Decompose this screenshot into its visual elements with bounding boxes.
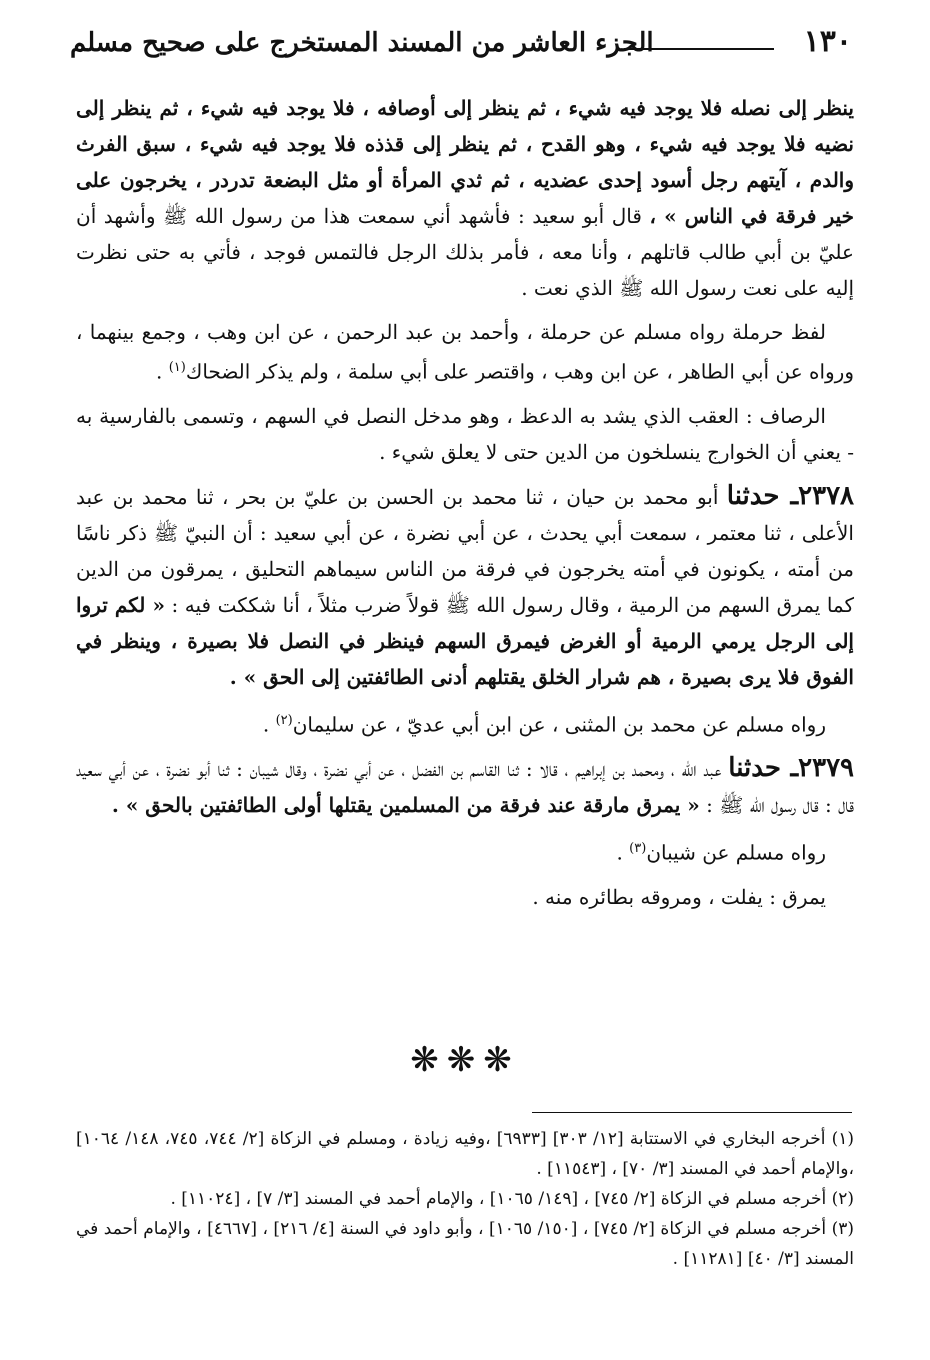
narration-note: لفظ حرملة رواه مسلم عن حرملة ، وأحمد بن عبد الرحمن ، عن ابن وهب ، وجمع بينهما ، ورواه عن أبي الطاهر ، عن ابن وهب ، واقتصر على أبي سلمة ، ولم يذكر الضحاك$^{(١)}$ . — [76, 320, 854, 384]
footnote-ref-1[interactable]: (١) — [168, 360, 186, 375]
footnote-2: (٢) أخرجه مسلم في الزكاة [٢/ ٧٤٥] ، [١٤٩/ ١٠٦٥] ، والإمام أحمد في المسند [٣/ ٧] ، [١١٠٢٤] . — [170, 1189, 854, 1209]
hadith-text-bold: ينظر إلى نصله فلا يوجد فيه شيء ، ثم ينظر إلى أوصافه ، فلا يوجد فيه شيء ، ثم ينظر إلى نضيه فلا يوجد فيه شيء ، وهو القدح ، ثم ينظر إلى قذذه فلا يوجد فيه شيء ، سبق الفرث والدم ، آيتهم رجل أسود إحدى عضديه ، ثم ثدي المرأة أو مثل البضعة تدردر ، يخرجون على خير فرقة في الناس » ، — [76, 96, 855, 228]
running-title: الجزء العاشر من المسند المستخرج على صحيح مسلم — [70, 28, 654, 58]
footnote-ref-2[interactable]: (٢) — [275, 712, 293, 728]
word-explanation: يمرق : يفلت ، ومروقه بطائره منه . — [532, 884, 826, 909]
page-header — [70, 24, 852, 68]
narration-note: رواه مسلم عن شيبان$^{(٣)}$ . — [616, 840, 826, 865]
narration-note: رواه مسلم عن محمد بن المثنى ، عن ابن أبي عديّ ، عن سليمان$^{(٢)}$ . — [262, 712, 826, 737]
hadith-number: ٢٣٧٨ـ حدثنا — [726, 480, 854, 511]
footnote-3: (٣) أخرجه مسلم في الزكاة [٢/ ٧٤٥] ، [١٥٠/ ١٠٦٥] ، وأبو داود في السنة [٤/ ٢١٦] ، [٤٦٦٧] ، والإمام أحمد في المسند [٣/ ٤٠] [١١٢٨١] . — [76, 1219, 854, 1269]
hadith-2379: ٢٣٧٩ـ حدثنا عبد الله ، ومحمد بن إبراهيم ، قالا : ثنا القاسم بن الفضل ، عن أبي نضرة ، وقال شيبان : ثنا أبو نضرة ، عن أبي سعيد قال : قال رسول الله ﷺ : « يمرق مارقة عند فرقة من المسلمين يقتلها أولى الطائفتين بالحق » . — [76, 753, 855, 818]
footnotes — [76, 1124, 854, 1274]
hadith-text: قال أبو سعيد : فأشهد أني سمعت هذا من رسول الله ﷺ وأشهد أن عليّ بن أبي طالب قاتلهم ، وأنا معه ، فأمر بذلك الرجل فالتمس فوجد ، فأتي به حتى نظرت إليه على نعت رسول الله ﷺ الذي نعت . — [76, 204, 854, 300]
word-explanation: الرصاف : العقب الذي يشد به الدعظ ، وهو مدخل النصل في السهم ، وتسمى بالفارسية به - يعني أن الخوارج ينسلخون من الدين حتى لا يعلق شيء . — [76, 403, 854, 464]
hadith-2378: ٢٣٧٨ـ حدثنا أبو محمد بن حيان ، ثنا محمد بن الحسن بن عليّ بن بحر ، ثنا محمد بن عبد الأعلى ، ثنا معتمر ، سمعت أبي يحدث ، عن أبي نضرة ، عن أبي سعيد : أن النبيّ ﷺ ذكر ناسًا من أمته ، يكونون في أمته يخرجون في فرقة من الناس سيماهم التحليق ، يمرقون من الدين كما يمرق السهم من الرمية ، وقال رسول الله ﷺ قولاً ضرب مثلاً ، أنا شككت فيه : « لكم تروا إلى الرجل يرمي الرمية أو الغرض فيمرق السهم فينظر في النصل فلا بصيرة ، وينظر في الفوق فلا يرى بصيرة ، هم شرار الخلق يقتلهم أدنى الطائفتين إلى الحق » . — [76, 480, 854, 689]
page-number: ١٣٠ — [803, 24, 852, 59]
hadith-number: ٢٣٧٩ـ حدثنا — [728, 753, 855, 784]
section-separator: ❋❋❋ — [410, 1040, 520, 1080]
footnote-rule — [532, 1112, 852, 1113]
hadith-continuation — [76, 90, 854, 306]
footnote-1: (١) أخرجه البخاري في الاستتابة [١٢/ ٣٠٣] [٦٩٣٣] ،وفيه زيادة ، ومسلم في الزكاة [٢/ ٧٤٤، ٧٤٥، ١٤٨/ ١٠٦٤] ،والإمام أحمد في المسند [٣/ ٧٠] ، [١١٥٤٣] . — [76, 1129, 855, 1179]
footnote-ref-3[interactable]: (٣) — [629, 841, 647, 857]
main-text — [76, 90, 854, 923]
